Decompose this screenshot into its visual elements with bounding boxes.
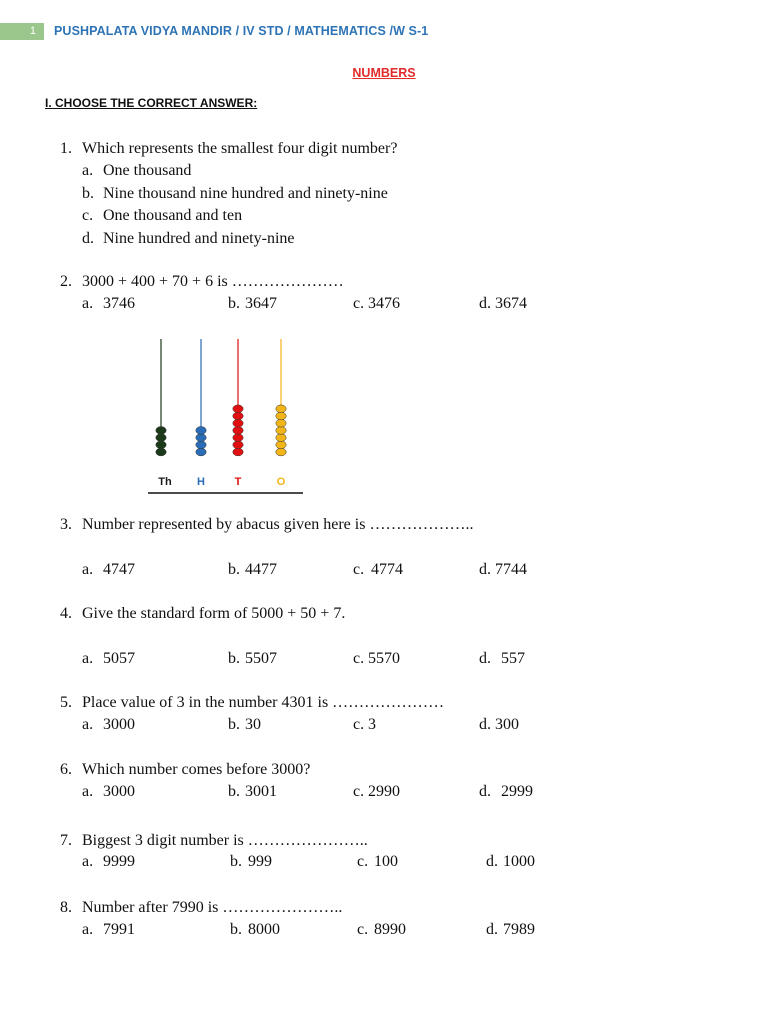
option-letter: b. — [230, 853, 242, 870]
question-text: Which number comes before 3000? — [82, 761, 311, 778]
option-text: 3476 — [368, 295, 400, 312]
option-letter: a. — [82, 783, 94, 800]
question-text: Give the standard form of 5000 + 50 + 7. — [82, 605, 346, 622]
option-text: 7989 — [503, 921, 535, 938]
question-number: 8. — [60, 899, 72, 916]
option-text: 3000 — [103, 783, 135, 800]
abacus-bead — [233, 448, 243, 456]
option-letter: a. — [82, 853, 94, 870]
abacus-place-label: T — [234, 476, 242, 488]
option-letter: d. — [479, 783, 491, 800]
abacus-bead — [233, 434, 243, 442]
option-letter: b. — [228, 783, 240, 800]
question-text: 3000 + 400 + 70 + 6 is ………………… — [82, 273, 344, 290]
abacus-place-label: Th — [158, 476, 172, 488]
option-letter: b. — [82, 185, 94, 202]
abacus-bead — [233, 427, 243, 435]
abacus-bead — [196, 427, 206, 435]
option-text: 3674 — [495, 295, 527, 312]
option-text: 7744 — [495, 561, 527, 578]
option-letter: c. — [353, 783, 365, 800]
option-text: 557 — [501, 650, 525, 667]
option-text: Nine thousand nine hundred and ninety-nine — [103, 185, 388, 202]
option-text: 5057 — [103, 650, 135, 667]
abacus-bead — [156, 441, 166, 449]
option-text: 100 — [374, 853, 398, 870]
option-letter: c. — [357, 921, 369, 938]
option-letter: b. — [228, 295, 240, 312]
option-letter: c. — [353, 295, 365, 312]
page-number-badge: 1 — [0, 23, 44, 40]
option-letter: d. — [479, 716, 491, 733]
option-text: 3647 — [245, 295, 277, 312]
option-text: 1000 — [503, 853, 535, 870]
abacus-bead — [196, 434, 206, 442]
abacus-bead — [233, 405, 243, 413]
abacus-bead — [276, 412, 286, 420]
option-text: 5507 — [245, 650, 277, 667]
option-text: 2990 — [368, 783, 400, 800]
abacus-place-label: O — [276, 476, 286, 488]
abacus-bead — [276, 434, 286, 442]
option-letter: d. — [479, 650, 491, 667]
option-letter: d. — [479, 561, 491, 578]
question-number: 5. — [60, 694, 72, 711]
option-text: 4747 — [103, 561, 135, 578]
abacus-bead — [276, 427, 286, 435]
option-letter: c. — [353, 650, 365, 667]
option-letter: a. — [82, 716, 94, 733]
question-number: 7. — [60, 832, 72, 849]
option-letter: a. — [82, 561, 94, 578]
question-text: Number represented by abacus given here is ……………….. — [82, 516, 474, 533]
option-letter: c. — [353, 716, 365, 733]
option-text: 3746 — [103, 295, 135, 312]
question-text: Which represents the smallest four digit number? — [82, 140, 398, 157]
abacus-bead — [276, 448, 286, 456]
option-letter: b. — [228, 650, 240, 667]
option-text: 4477 — [245, 561, 277, 578]
option-text: 300 — [495, 716, 519, 733]
option-letter: b. — [228, 716, 240, 733]
option-letter: c. — [357, 853, 369, 870]
question-number: 3. — [60, 516, 72, 533]
option-text: 9999 — [103, 853, 135, 870]
question-text: Number after 7990 is ………………….. — [82, 899, 343, 916]
option-letter: d. — [486, 921, 498, 938]
option-text: 5570 — [368, 650, 400, 667]
option-text: 3001 — [245, 783, 277, 800]
option-letter: c. — [353, 561, 365, 578]
abacus-bead — [196, 441, 206, 449]
option-letter: c. — [82, 207, 94, 224]
header-title: PUSHPALATA VIDYA MANDIR / IV STD / MATHEMATICS /W S-1 — [54, 24, 429, 38]
option-text: 30 — [245, 716, 261, 733]
option-text: 8990 — [374, 921, 406, 938]
option-text: 7991 — [103, 921, 135, 938]
option-text: 3 — [368, 716, 376, 733]
abacus-bead — [156, 434, 166, 442]
question-text: Biggest 3 digit number is ………………….. — [82, 832, 368, 849]
option-text: 4774 — [371, 561, 403, 578]
option-letter: a. — [82, 650, 94, 667]
question-number: 6. — [60, 761, 72, 778]
option-text: One thousand and ten — [103, 207, 243, 224]
question-number: 1. — [60, 140, 72, 157]
option-text: 8000 — [248, 921, 280, 938]
abacus-bead — [156, 448, 166, 456]
option-letter: b. — [230, 921, 242, 938]
question-text: Place value of 3 in the number 4301 is ………………… — [82, 694, 445, 711]
abacus-bead — [233, 419, 243, 427]
question-number: 2. — [60, 273, 72, 290]
option-letter: a. — [82, 295, 94, 312]
option-letter: d. — [479, 295, 491, 312]
option-letter: a. — [82, 162, 94, 179]
abacus-bead — [276, 405, 286, 413]
abacus-bead — [276, 419, 286, 427]
abacus-place-label: H — [197, 476, 205, 488]
option-letter: b. — [228, 561, 240, 578]
option-text: Nine hundred and ninety-nine — [103, 230, 295, 247]
abacus-diagram — [145, 336, 315, 500]
question-number: 4. — [60, 605, 72, 622]
abacus-bead — [156, 427, 166, 435]
abacus-bead — [233, 441, 243, 449]
option-text: One thousand — [103, 162, 192, 179]
option-letter: d. — [486, 853, 498, 870]
abacus-bead — [196, 448, 206, 456]
option-letter: d. — [82, 230, 94, 247]
abacus-bead — [233, 412, 243, 420]
page-title: NUMBERS — [352, 66, 416, 80]
abacus-bead — [276, 441, 286, 449]
option-letter: a. — [82, 921, 94, 938]
option-text: 2999 — [501, 783, 533, 800]
section-title: I. CHOOSE THE CORRECT ANSWER: — [45, 96, 258, 110]
option-text: 999 — [248, 853, 272, 870]
option-text: 3000 — [103, 716, 135, 733]
